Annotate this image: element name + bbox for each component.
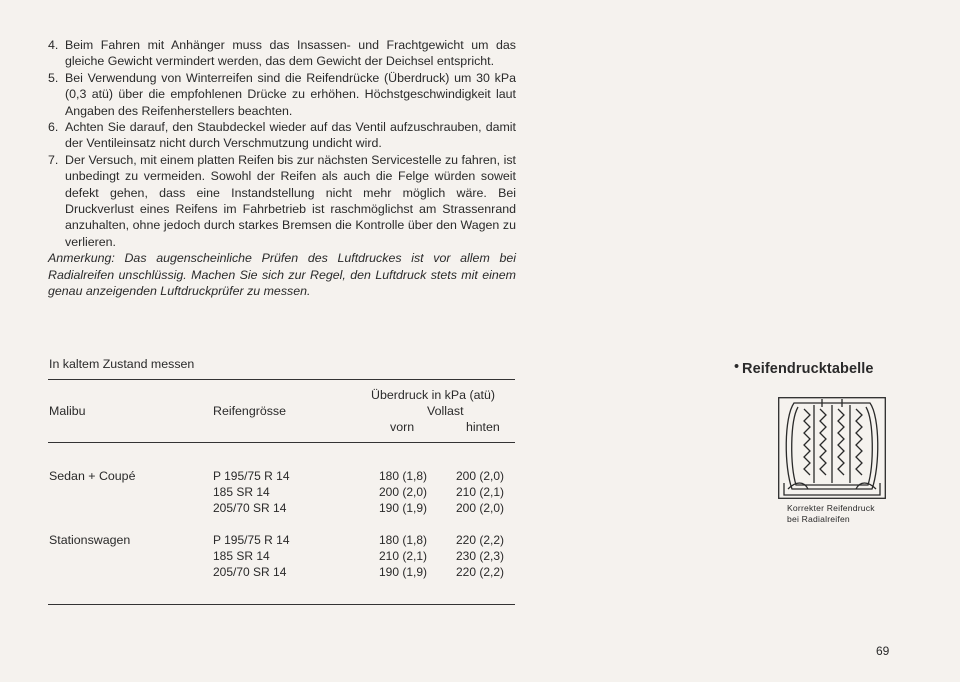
tire-size-cell: 185 SR 14: [213, 549, 270, 563]
note-item: [48, 70, 516, 119]
note-text: Beim Fahren mit Anhänger muss das Insassen- und Frachtgewicht um das gleiche Gewicht vermindert werden, das dem Gewicht der Deichsel entspricht.: [65, 38, 516, 69]
notes-list: [48, 37, 516, 300]
caption-line: bei Radialreifen: [787, 514, 850, 524]
header-front: vorn: [390, 420, 415, 434]
note-text: Achten Sie darauf, den Staubdeckel wieder auf das Ventil aufzuschrauben, damit der Ventileinsatz nicht durch Verschmutzung undicht wird.: [65, 120, 516, 151]
note-number: 6.: [48, 120, 59, 135]
tire-size-cell: 205/70 SR 14: [213, 565, 287, 579]
rear-pressure-cell: 210 (2,1): [455, 485, 504, 499]
table-bottom-rule: [48, 604, 515, 605]
note-text: Der Versuch, mit einem platten Reifen bis zur nächsten Servicestelle zu fahren, ist unbedingt zu vermeiden. Sowohl der Reifen als auch die Felge würden soweit defekt gehen, dass eine Instandstellung nicht mehr möglich wäre. Bei Druckverlust eines Reifens im Fahrbetrieb ist raschmöglichst am Strassenrand anzuhalten, ohne jedoch durch starkes Bremsen die Kontrolle über den Wagen zu verlieren.: [65, 152, 516, 249]
rear-pressure-cell: 200 (2,0): [455, 501, 504, 515]
remark-text: Anmerkung: Das augenscheinliche Prüfen des Luftdruckes ist vor allem bei Radialreifen unschlüssig. Machen Sie sich zur Regel, den Luftdruck stets mit einem genau anzeigenden Luftdruckprüfer zu messen.: [48, 251, 516, 299]
header-tire-size: Reifengrösse: [213, 404, 287, 418]
tire-size-cell: 185 SR 14: [213, 485, 270, 499]
header-pressure: Überdruck in kPa (atü): [371, 388, 495, 402]
header-load: Vollast: [427, 404, 464, 418]
sidebar-title: [734, 359, 874, 377]
table-header-rule: [48, 442, 515, 443]
bullet-dot-icon: •: [734, 359, 740, 375]
front-pressure-cell: 190 (1,9): [378, 565, 427, 579]
measure-note: In kaltem Zustand messen: [49, 357, 195, 371]
front-pressure-cell: 180 (1,8): [378, 533, 427, 547]
caption-line: Korrekter Reifendruck: [787, 503, 875, 513]
page-number: 69: [876, 644, 890, 658]
group-model: Sedan + Coupé: [49, 469, 136, 483]
group-model: Stationswagen: [49, 533, 131, 547]
note-number: 7.: [48, 152, 59, 167]
tire-cross-section-icon: [778, 397, 886, 499]
tire-caption: [787, 503, 875, 525]
front-pressure-cell: 180 (1,8): [378, 469, 427, 483]
front-pressure-cell: 190 (1,9): [378, 501, 427, 515]
tire-size-cell: P 195/75 R 14: [213, 469, 290, 483]
header-model: Malibu: [49, 404, 86, 418]
front-pressure-cell: 200 (2,0): [378, 485, 427, 499]
sidebar-title-text: Reifendrucktabelle: [742, 361, 874, 377]
rear-pressure-cell: 200 (2,0): [455, 469, 504, 483]
note-item: [48, 152, 516, 250]
note-number: 4.: [48, 38, 59, 52]
rear-pressure-cell: 220 (2,2): [455, 533, 504, 547]
rear-pressure-cell: 230 (2,3): [455, 549, 504, 563]
note-number: 5.: [48, 70, 59, 85]
tire-size-cell: 205/70 SR 14: [213, 501, 287, 515]
front-pressure-cell: 210 (2,1): [378, 549, 427, 563]
note-item: [48, 37, 516, 70]
note-item: [48, 119, 516, 152]
header-rear: hinten: [466, 420, 500, 434]
note-text: Bei Verwendung von Winterreifen sind die Reifendrücke (Überdruck) um 30 kPa (0,3 atü) über die empfohlenen Drücke zu erhöhen. Höchstgeschwindigkeit laut Angaben des Reifenherstellers beachten.: [65, 70, 516, 118]
tire-size-cell: P 195/75 R 14: [213, 533, 290, 547]
table-top-rule: [48, 379, 515, 380]
rear-pressure-cell: 220 (2,2): [455, 565, 504, 579]
